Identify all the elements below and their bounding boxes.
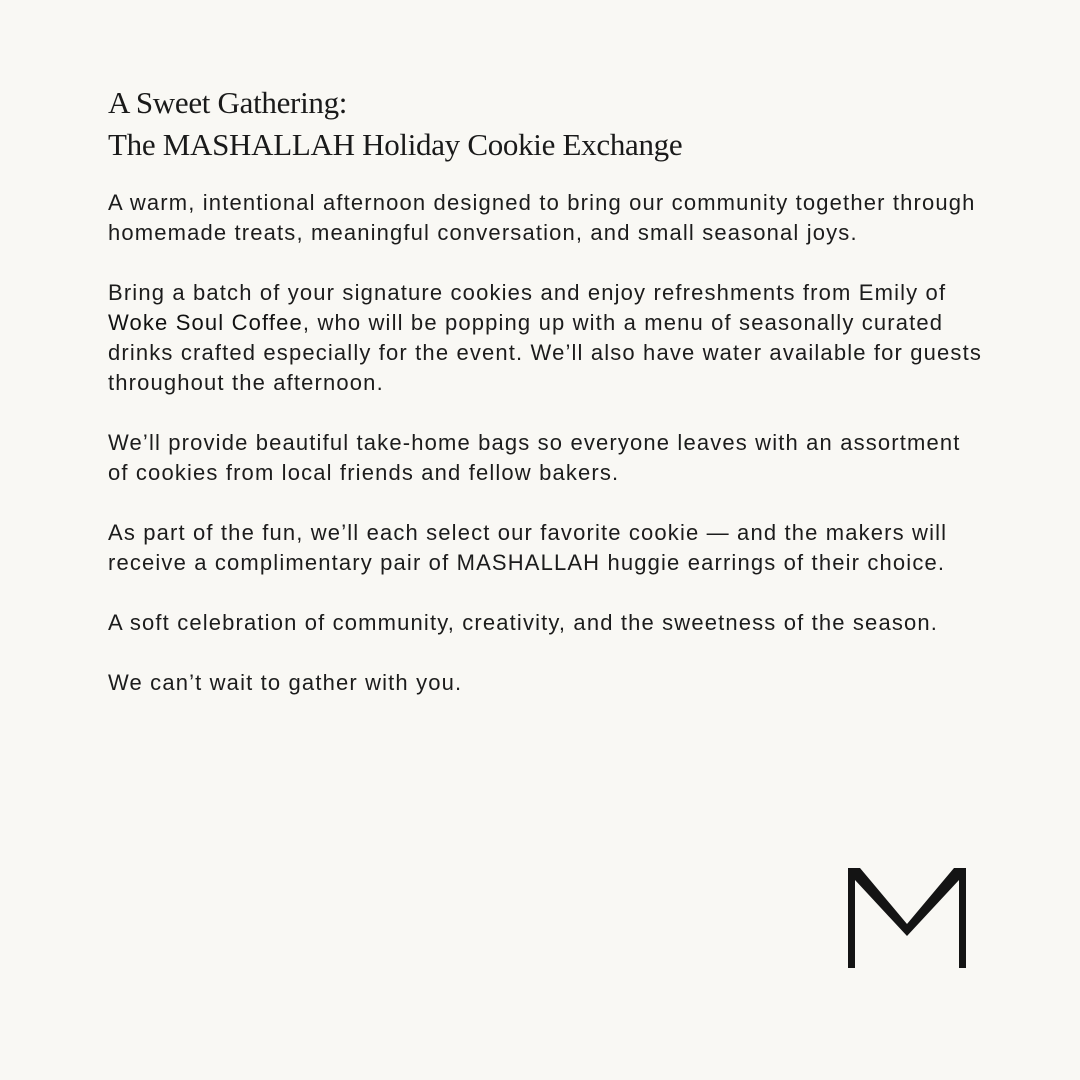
paragraph-refreshments [108, 278, 988, 398]
event-description [108, 188, 988, 698]
m-monogram-shape [848, 868, 966, 968]
paragraph-take-home-bags: We’ll provide beautiful take-home bags so everyone leaves with an assortment of cookies from local friends and fellow bakers. [108, 430, 961, 485]
paragraph-intro: A warm, intentional afternoon designed to bring our community together through homemade treats, meaningful conversation, and small seasonal joys. [108, 190, 976, 245]
title-line-1: A Sweet Gathering: [108, 85, 348, 120]
m-monogram-logo-icon [844, 866, 970, 970]
coffee-vendor-name: Woke Soul Coffee [108, 310, 303, 335]
paragraph-favorite-cookie: As part of the fun, we’ll each select our favorite cookie — and the makers will receive a complimentary pair of MASHALLAH huggie earrings of their choice. [108, 520, 948, 575]
paragraph-celebration: A soft celebration of community, creativity, and the sweetness of the season. [108, 610, 939, 635]
paragraph-refreshments-start: Bring a batch of your signature cookies and enjoy refreshments from Emily of [108, 280, 947, 305]
page-title [108, 82, 988, 166]
title-line-2: The MASHALLAH Holiday Cookie Exchange [108, 127, 683, 162]
paragraph-refreshments-end: , who will be popping up with a menu of seasonally curated drinks crafted especially for the event. We’ll also have water available for guests throughout the afternoon. [108, 310, 982, 395]
event-announcement [108, 82, 988, 698]
paragraph-closing: We can’t wait to gather with you. [108, 670, 463, 695]
